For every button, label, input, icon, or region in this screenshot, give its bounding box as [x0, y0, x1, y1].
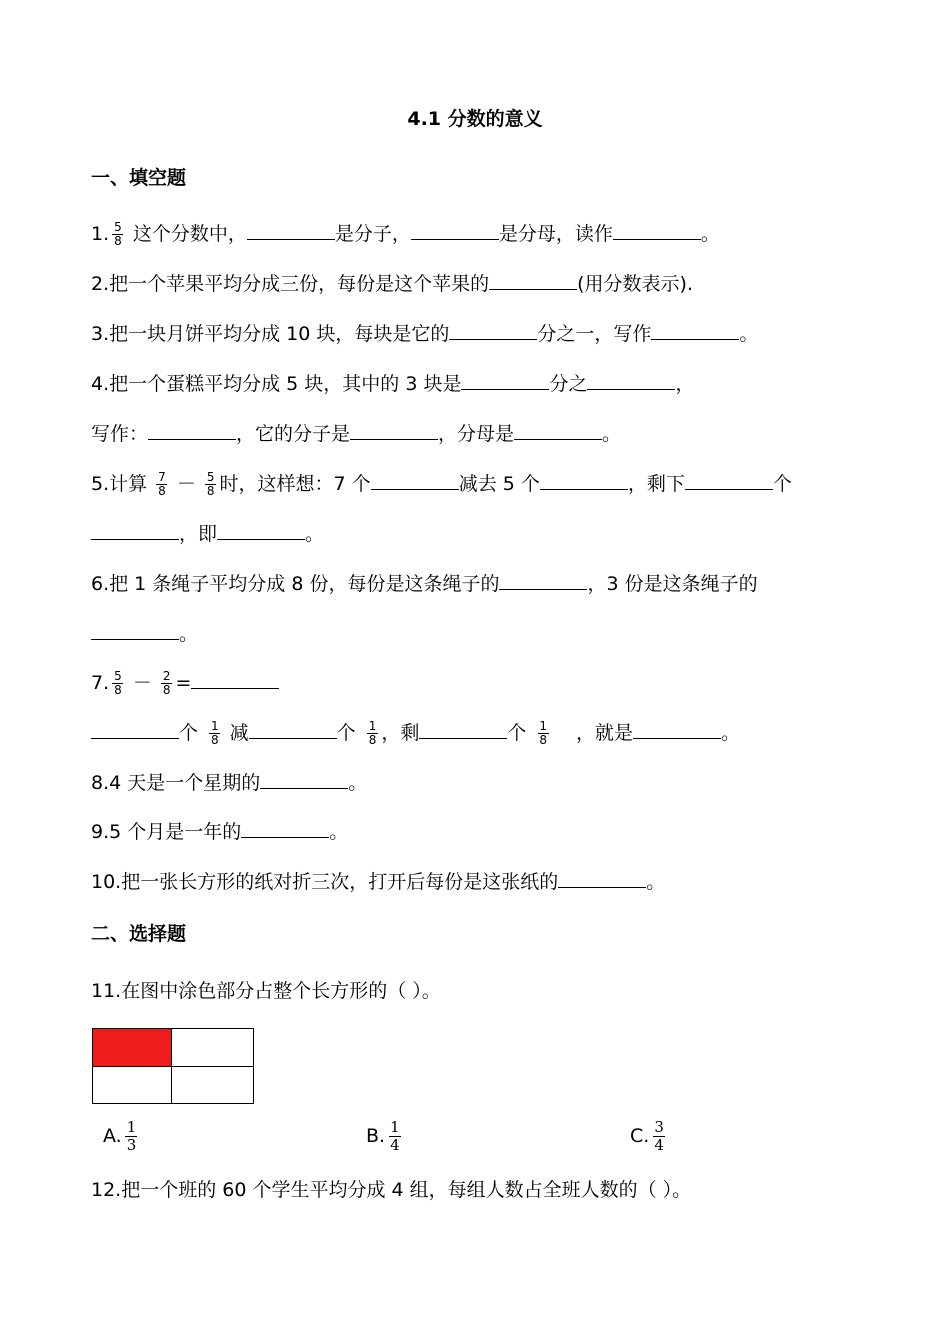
answer-blank[interactable] [350, 421, 438, 440]
fraction: $\frac{5}{8}$ [206, 470, 215, 498]
shaded-part [93, 1029, 171, 1066]
answer-blank[interactable] [91, 720, 179, 739]
fraction: $\frac{5}{8}$ [114, 220, 122, 248]
question-7: 7. $\frac{5}{8}$ － $\frac{2}{8}$ = [91, 669, 279, 697]
question-3: 3.把一块月饼平均分成 10 块，每块是它的 分之一，写作 。 [91, 323, 759, 345]
answer-blank[interactable] [685, 471, 773, 490]
answer-blank[interactable] [613, 221, 701, 240]
question-12: 12.把一个班的 60 个学生平均分成 4 组，每组人数占全班人数的（ ）。 [91, 1179, 692, 1201]
answer-blank[interactable] [91, 621, 179, 640]
answer-blank[interactable] [241, 819, 329, 838]
question-4: 4.把一个蛋糕平均分成 5 块，其中的 3 块是 分之 ， [91, 373, 695, 395]
question-10: 10.把一张长方形的纸对折三次，打开后每份是这张纸的 。 [91, 871, 666, 893]
answer-blank[interactable] [260, 770, 348, 789]
answer-blank[interactable] [148, 421, 236, 440]
question-2: 2.把一个苹果平均分成三份，每份是这个苹果的 (用分数表示). [91, 273, 694, 295]
answer-blank[interactable] [449, 321, 537, 340]
option-a[interactable]: A. $\frac{1}{3}$ [103, 1118, 137, 1154]
answer-blank[interactable] [587, 371, 675, 390]
option-c[interactable]: C. $\frac{3}{4}$ [630, 1118, 664, 1154]
fraction: $\frac{1}{8}$ [539, 719, 547, 747]
question-5-line-2: ，即 。 [91, 520, 324, 548]
page-title: 4.1 分数的意义 [407, 108, 543, 130]
question-8: 8.4 天是一个星期的 。 [91, 772, 368, 794]
answer-blank[interactable] [651, 321, 739, 340]
question-7-line-2: 个 $\frac{1}{8}$ 减 个 $\frac{1}{8}$ ，剩 个 $\frac{1}{8}$ ，就是 。 [91, 719, 740, 747]
answer-blank[interactable] [499, 571, 587, 590]
answer-blank[interactable] [419, 720, 507, 739]
question-11: 11.在图中涂色部分占整个长方形的（ ）。 [91, 980, 441, 1002]
grid-divider-horizontal [93, 1066, 253, 1067]
rectangle-figure [92, 1028, 254, 1104]
answer-blank[interactable] [191, 670, 279, 689]
answer-blank[interactable] [461, 371, 549, 390]
answer-blank[interactable] [371, 471, 459, 490]
answer-blank[interactable] [91, 521, 179, 540]
answer-blank[interactable] [249, 720, 337, 739]
fraction: $\frac{7}{8}$ [158, 470, 166, 498]
question-9: 9.5 个月是一年的 。 [91, 821, 349, 843]
question-1: 1. $\frac{5}{8}$ 这个分数中， 是分子， 是分母，读作 。 [91, 220, 720, 248]
question-4-line-2: 写作： ，它的分子是 ，分母是 。 [91, 423, 622, 445]
fraction: $\frac{5}{8}$ [114, 669, 122, 697]
answer-blank[interactable] [247, 221, 335, 240]
question-6: 6.把 1 条绳子平均分成 8 份，每份是这条绳子的 ，3 份是这条绳子的 [91, 573, 758, 595]
option-b[interactable]: B. $\frac{1}{4}$ [366, 1118, 400, 1154]
question-5: 5.计算 $\frac{7}{8}$ － $\frac{5}{8}$ 时，这样想：7 个 减去 5 个 ，剩下 个 [91, 470, 792, 498]
answer-blank[interactable] [540, 471, 628, 490]
fraction: $\frac{2}{8}$ [162, 669, 171, 697]
answer-blank[interactable] [514, 421, 602, 440]
answer-blank[interactable] [633, 720, 721, 739]
answer-blank[interactable] [489, 271, 577, 290]
fraction: $\frac{1}{8}$ [211, 719, 219, 747]
answer-blank[interactable] [411, 221, 499, 240]
fraction: $\frac{1}{8}$ [368, 719, 377, 747]
answer-blank[interactable] [217, 521, 305, 540]
question-6-line-2: 。 [91, 620, 198, 648]
section-heading-choice: 二、选择题 [91, 923, 187, 945]
section-heading-fill: 一、填空题 [91, 167, 187, 189]
answer-blank[interactable] [558, 869, 646, 888]
